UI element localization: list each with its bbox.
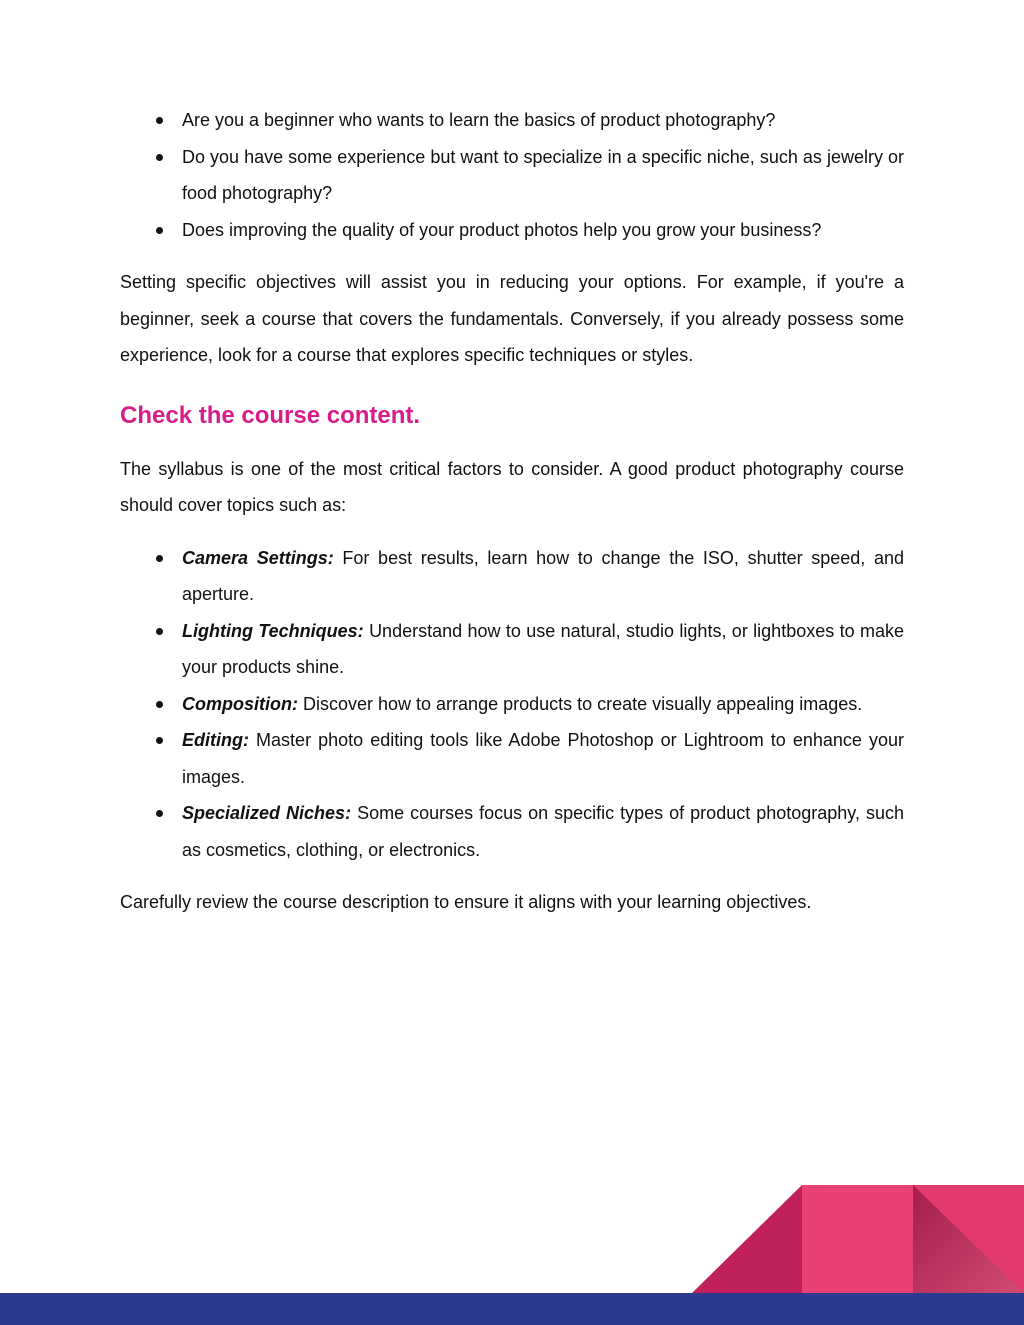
- list-item-text: Does improving the quality of your product photos help you grow your business?: [182, 219, 822, 240]
- intro-bullet-list: [120, 102, 904, 248]
- list-item: [182, 613, 904, 686]
- paragraph-review: Carefully review the course description to ensure it aligns with your learning objectives.: [120, 892, 812, 912]
- decorative-folded-shape: [913, 1185, 1024, 1293]
- document-body: [120, 0, 904, 937]
- list-item-lead: Camera Settings:: [182, 547, 334, 568]
- decorative-fold-shadow: [913, 1185, 1024, 1293]
- list-item-text: Understand how to use natural, studio lights, or lightboxes to make your products shine.: [182, 620, 904, 677]
- list-item-text: For best results, learn how to change the ISO, shutter speed, and aperture.: [182, 547, 904, 604]
- paragraph-syllabus: The syllabus is one of the most critical factors to consider. A good product photography course should cover topics such as:: [120, 458, 904, 515]
- list-item-lead: Lighting Techniques:: [182, 620, 364, 641]
- list-item-text: Discover how to arrange products to create visually appealing images.: [303, 693, 863, 714]
- list-item: [182, 102, 904, 139]
- list-item-text: Some courses focus on specific types of product photography, such as cosmetics, clothing, or electronics.: [182, 803, 904, 860]
- list-item: [182, 540, 904, 613]
- section-heading: Check the course content.: [120, 401, 421, 429]
- list-item: [182, 139, 904, 212]
- list-item-text: Are you a beginner who wants to learn the basics of product photography?: [182, 110, 776, 130]
- decorative-pink-rectangle: [802, 1185, 913, 1293]
- list-item-text: Do you have some experience but want to specialize in a specific niche, such as jewelry or food photography?: [182, 146, 904, 203]
- list-item-text: Master photo editing tools like Adobe Photoshop or Lightroom to enhance your images.: [182, 730, 904, 787]
- list-item: [182, 686, 904, 723]
- list-item-lead: Composition:: [182, 693, 298, 714]
- decorative-dark-triangle: [692, 1185, 802, 1293]
- list-item: [182, 722, 904, 795]
- list-item: [182, 212, 904, 249]
- paragraph-setting-objectives: Setting specific objectives will assist you in reducing your options. For example, if you're a beginner, seek a course that covers the fundamentals. Conversely, if you already possess some experience, look for a course that explores specific techniques or styles.: [120, 272, 904, 365]
- list-item-lead: Editing:: [182, 730, 249, 750]
- footer-bar: [0, 1293, 1024, 1325]
- list-item: [182, 795, 904, 868]
- list-item-lead: Specialized Niches:: [182, 803, 352, 823]
- topics-bullet-list: [120, 540, 904, 869]
